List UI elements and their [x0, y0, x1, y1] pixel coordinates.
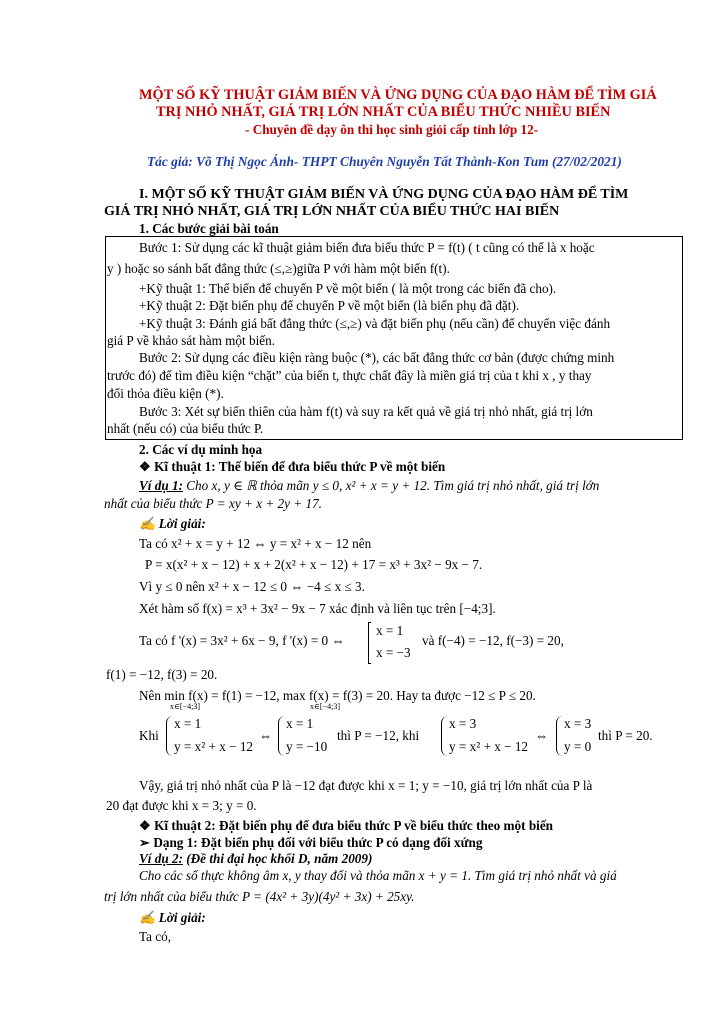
- case-x-minus3: x = −3: [376, 645, 411, 660]
- technique2-heading: ❖ Kĩ thuật 2: Đặt biến phụ để đưa biểu thức P về biểu thức theo một biến: [139, 818, 554, 833]
- solution2-start: Ta có,: [139, 929, 172, 944]
- example2-line: [139, 851, 372, 867]
- step2-line2: trước đó) để tìm điều kiện “chặt” của biến t, thực chất đây là miền giá trị của t khi x , y thay: [107, 368, 592, 383]
- step1-line2: y ) hoặc so sánh bất đẳng thức (≤,≥)giữa P với hàm một biến f(t).: [107, 261, 450, 276]
- system2-eq1: x = 1: [286, 716, 314, 731]
- solution1-step2: P = x(x² + x − 12) + x + 2(x² + x − 12) + 17 = x³ + 3x² − 9x − 7.: [145, 557, 483, 572]
- equiv-2: ⇔: [535, 728, 549, 743]
- min-subscript: x∈[−4;3]: [170, 702, 200, 711]
- doc-subtitle: - Chuyên đề dạy ôn thi học sinh giỏi cấp tỉnh lớp 12-: [245, 122, 539, 137]
- technique1-line: +Kỹ thuật 1: Thế biến để chuyển P về một biến ( là một trong các biến đã cho).: [139, 281, 557, 296]
- section1-heading-line1: I. MỘT SỐ KỸ THUẬT GIẢM BIẾN VÀ ỨNG DỤNG CỦA ĐẠO HÀM ĐỂ TÌM: [139, 187, 629, 202]
- example1-line2: nhất của biểu thức P = xy + x + 2y + 17.: [104, 496, 322, 511]
- example2-text1: Cho các số thực không âm x, y thay đổi và thỏa mãn x + y = 1. Tìm giá trị nhỏ nhất và giá: [139, 868, 617, 883]
- technique3-line1: +Kỹ thuật 3: Đánh giá bất đẳng thức (≤,≥) và đặt biến phụ (nếu cần) để chuyển việc đánh: [139, 316, 611, 331]
- system4-eq1: x = 3: [564, 716, 592, 731]
- case-x-1: x = 1: [376, 623, 404, 638]
- function-values: f(1) = −12, f(3) = 20.: [106, 667, 218, 682]
- system1-brace: [166, 716, 173, 756]
- solution1-step1: Ta có x² + x = y + 12 ⇔ y = x² + x − 12 nên: [139, 536, 372, 551]
- example2-source: (Đề thi đại học khối D, năm 2009): [182, 851, 373, 866]
- conclusion-line2: 20 đạt được khi x = 3; y = 0.: [106, 798, 257, 813]
- example1-label: Ví dụ 1:: [139, 478, 183, 493]
- equiv-1: ⇔: [259, 728, 273, 743]
- solution1-step3: Vì y ≤ 0 nên x² + x − 12 ≤ 0 ⇔ −4 ≤ x ≤ 3.: [139, 579, 365, 594]
- system3-brace: [441, 716, 448, 756]
- form1-heading: ➢ Dạng 1: Đặt biến phụ đối với biểu thức P có dạng đối xứng: [139, 835, 483, 850]
- doc-title-line1: MỘT SỐ KỸ THUẬT GIẢM BIẾN VÀ ỨNG DỤNG CỦA ĐẠO HÀM ĐỂ TÌM GIÁ: [139, 87, 657, 103]
- technique2-line: +Kỹ thuật 2: Đặt biến phụ để chuyển P về một biến (là biến phụ đã đặt).: [139, 298, 520, 313]
- technique1-heading: ❖ Kĩ thuật 1: Thế biến để đưa biểu thức P về một biến: [139, 459, 446, 474]
- conclusion-line1: Vậy, giá trị nhỏ nhất của P là −12 đạt được khi x = 1; y = −10, giá trị lớn nhất của P là: [139, 778, 593, 793]
- solution1-heading: ✍ Lời giải:: [139, 516, 206, 531]
- max-subscript: x∈[−4;3]: [310, 702, 340, 711]
- solution2-heading: ✍ Lời giải:: [139, 910, 206, 925]
- system2-eq2: y = −10: [286, 739, 328, 754]
- step3-line2: nhất (nếu có) của biểu thức P.: [107, 421, 264, 436]
- subsection-steps: 1. Các bước giải bài toán: [139, 221, 279, 236]
- technique3-line2: giá P về khảo sát hàm một biến.: [107, 333, 275, 348]
- author-line: Tác giả: Võ Thị Ngọc Ánh- THPT Chuyên Nguyễn Tất Thành-Kon Tum (27/02/2021): [147, 154, 622, 169]
- example2-label: Ví dụ 2:: [139, 851, 183, 866]
- min-max-line: Nên min f(x) = f(1) = −12, max f(x) = f(3) = 20. Hay ta được −12 ≤ P ≤ 20.: [139, 688, 536, 703]
- solution1-step4: Xét hàm số f(x) = x³ + 3x² − 9x − 7 xác định và liên tục trên [−4;3].: [139, 601, 496, 616]
- section1-heading-line2: GIÁ TRỊ NHỎ NHẤT, GIÁ TRỊ LỚN NHẤT CỦA BIỂU THỨC HAI BIẾN: [104, 204, 560, 219]
- system2-brace: [278, 716, 285, 756]
- derivative-values: và f(−4) = −12, f(−3) = 20,: [422, 633, 564, 648]
- doc-title-line2: TRỊ NHỎ NHẤT, GIÁ TRỊ LỚN NHẤT CỦA BIỂU THỨC NHIỀU BIẾN: [156, 104, 611, 120]
- then-p-max: thì P = 20.: [598, 728, 653, 743]
- system1-eq2: y = x² + x − 12: [174, 739, 254, 754]
- example1-text: Cho x, y ∈ ℝ thỏa mãn y ≤ 0, x² + x = y + 12. Tìm giá trị nhỏ nhất, giá trị lớn: [182, 478, 600, 493]
- step2-line1: Bước 2: Sử dụng các điều kiện ràng buộc (*), các bất đẳng thức cơ bản (được chứng minh: [139, 350, 615, 365]
- example2-text2: trị lớn nhất của biểu thức P = (4x² + 3y)(4y² + 3x) + 25xy.: [104, 889, 415, 904]
- khi-label: Khi: [139, 728, 159, 743]
- step1-line1: Bước 1: Sử dụng các kĩ thuật giảm biến đưa biểu thức P = f(t) ( t cũng có thể là x hoặc: [139, 240, 595, 255]
- then-p-min: thì P = −12, khi: [337, 728, 420, 743]
- step3-line1: Bước 3: Xét sự biến thiên của hàm f(t) và suy ra kết quả về giá trị nhỏ nhất, giá trị lớn: [139, 404, 593, 419]
- system1-eq1: x = 1: [174, 716, 202, 731]
- step2-line3: đổi thỏa điều kiện (*).: [107, 386, 224, 401]
- system4-brace: [556, 716, 563, 756]
- subsection-examples: 2. Các ví dụ minh họa: [139, 442, 263, 457]
- case-bracket: [368, 622, 371, 664]
- example1-line1: [139, 478, 599, 494]
- system3-eq2: y = x² + x − 12: [449, 739, 529, 754]
- system3-eq1: x = 3: [449, 716, 477, 731]
- derivative-line: Ta có f '(x) = 3x² + 6x − 9, f '(x) = 0 ⇔: [139, 633, 345, 648]
- system4-eq2: y = 0: [564, 739, 592, 754]
